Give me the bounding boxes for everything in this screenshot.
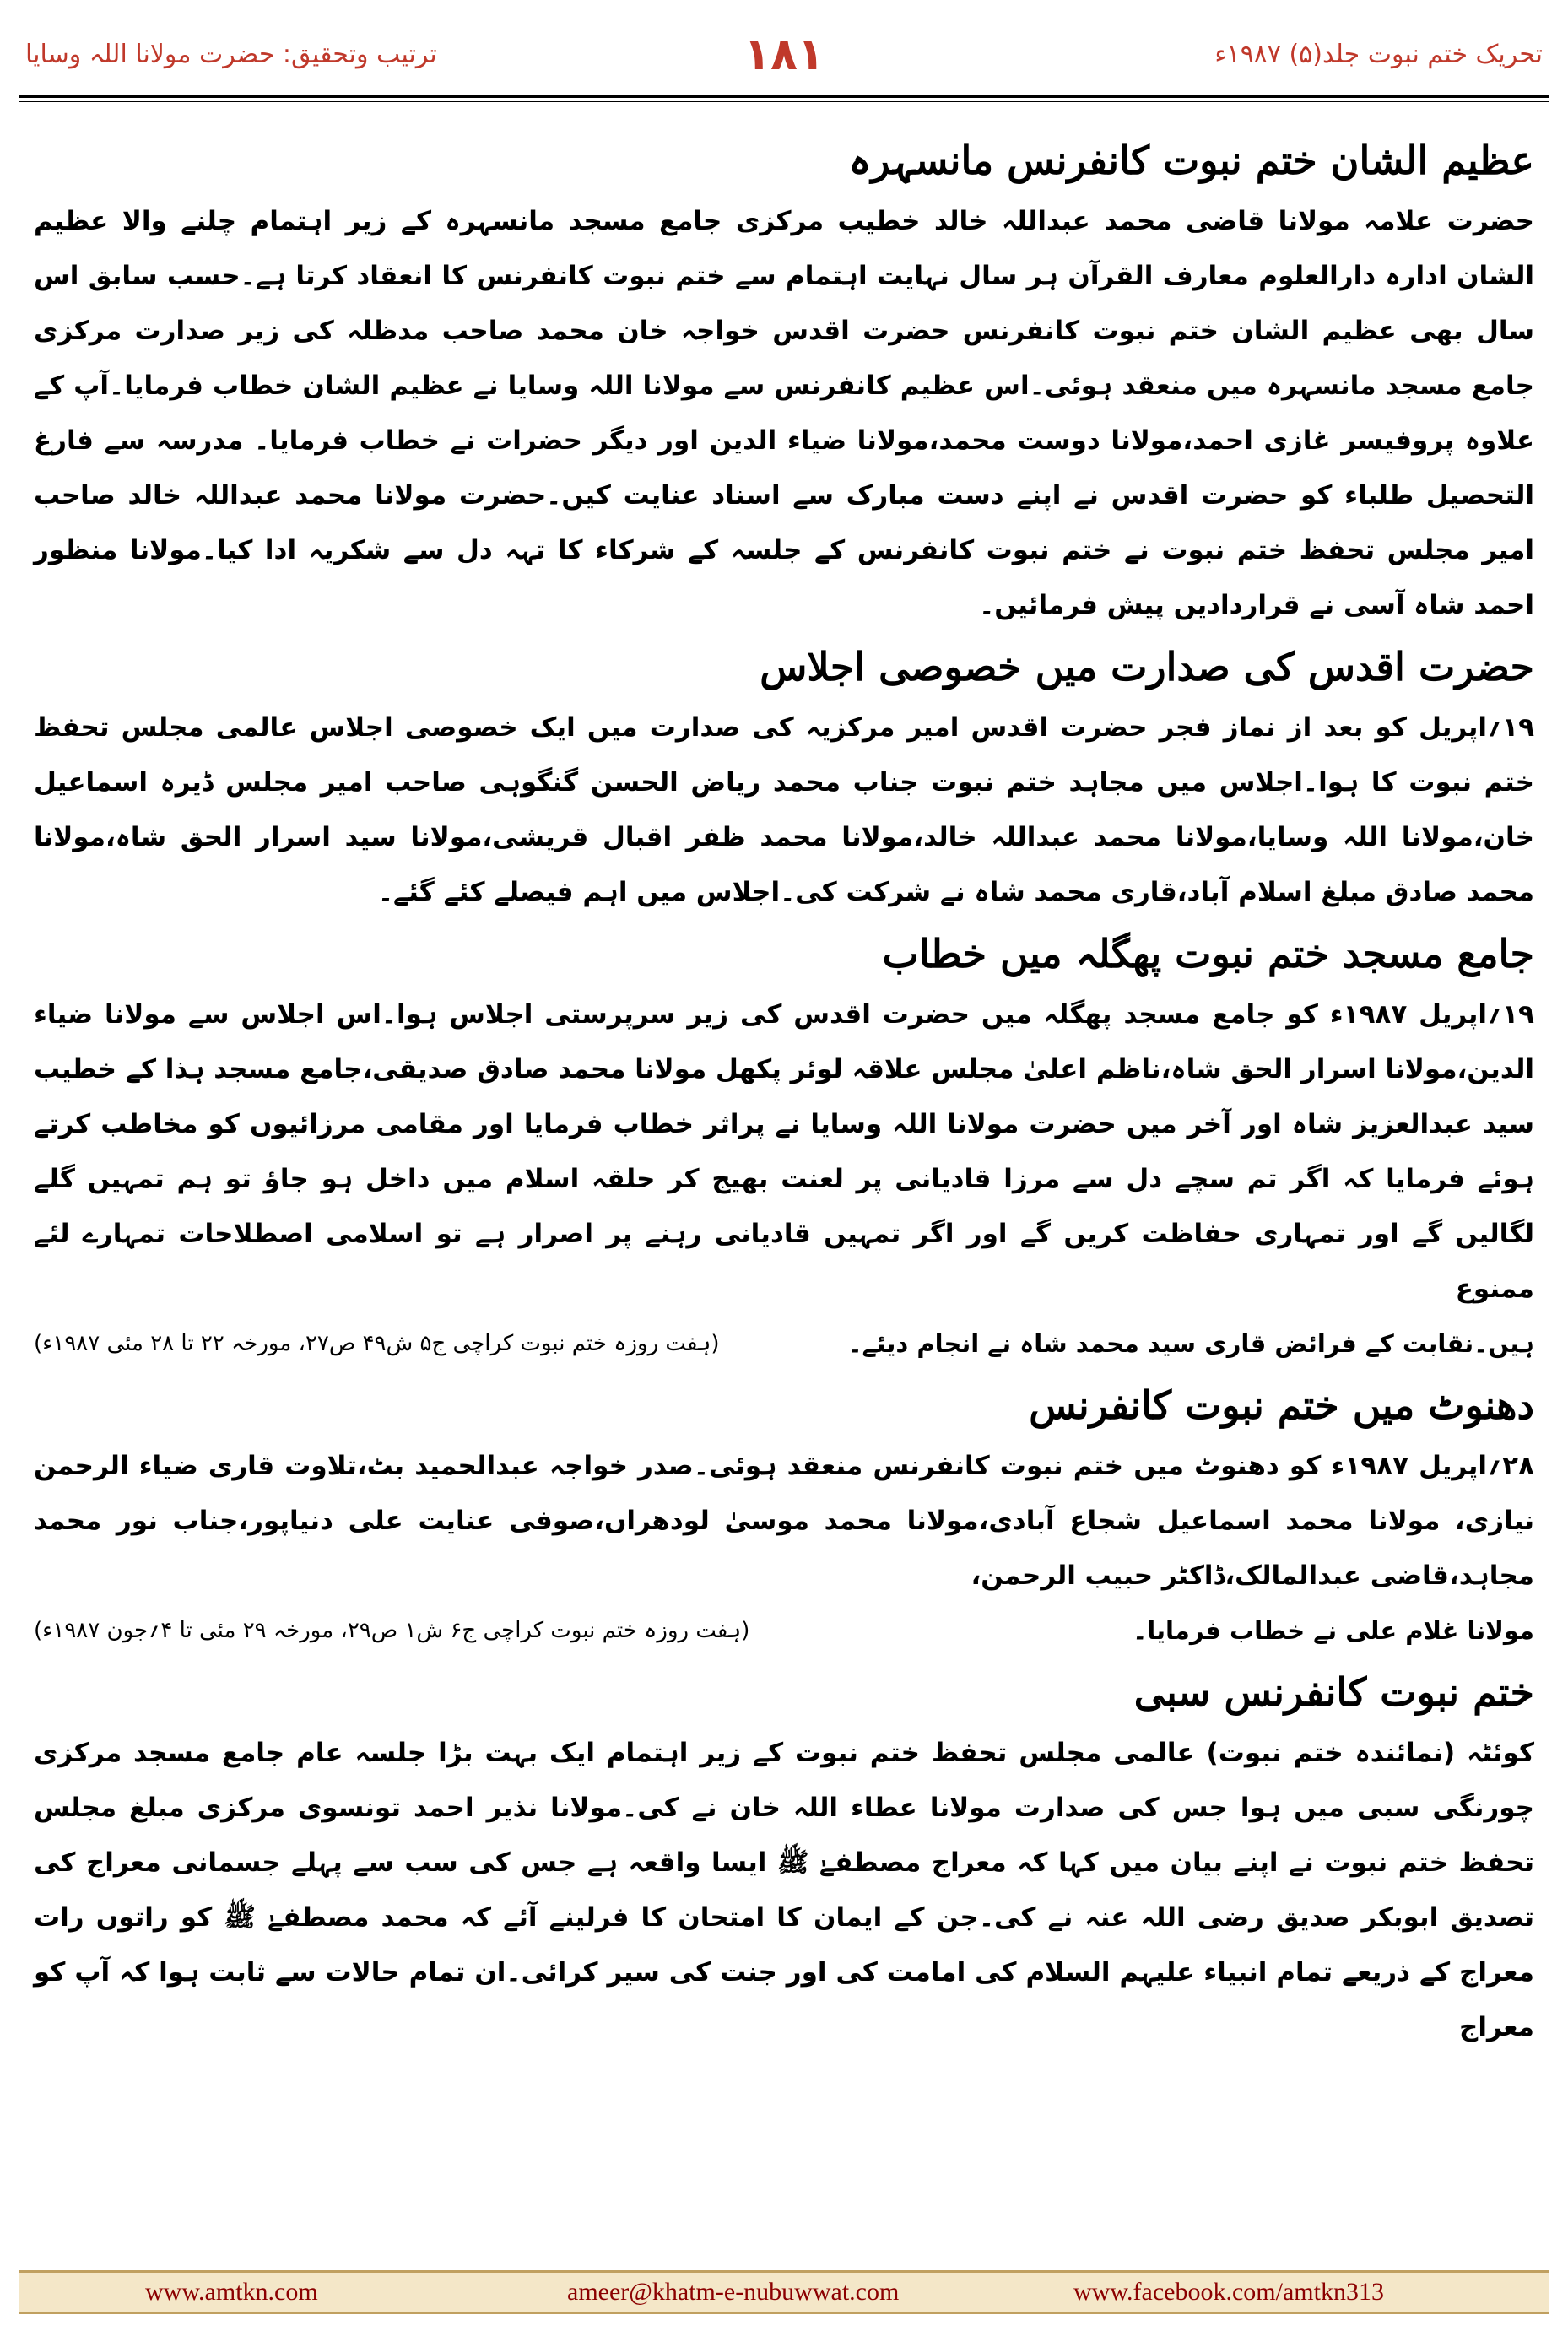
section-paragraph: ۲۸؍اپریل ۱۹۸۷ء کو دھنوٹ میں ختم نبوت کانفرنس منعقد ہوئی۔صدر خواجہ عبدالحمید بٹ،تلاوت قاری ضیاء الرحمن نیازی، مولانا محمد اسماعیل شجاع آبادی،مولانا محمد موسیٰ لودھراں،صوفی عنایت علی دنیاپور،جناب نور محمد مجاہد،قاضی عبدالمالک،ڈاکٹر حبیب الرحمن، <box>34 1451 1534 1591</box>
footer-email-link[interactable]: ameer@khatm-e-nubuwwat.com <box>567 2278 900 2306</box>
section-heading: جامع مسجد ختم نبوت پھگلہ میں خطاب <box>882 931 1534 976</box>
section-heading: دھنوٹ میں ختم نبوت کانفرنس <box>1029 1382 1534 1428</box>
footer-website-link[interactable]: www.amtkn.com <box>145 2278 318 2306</box>
section-dhanot <box>34 1371 1534 1658</box>
source-citation: (ہفت روزہ ختم نبوت کراچی ج۵ ش۴۹ ص۲۷، مورخہ ۲۲ تا ۲۸ مئی ۱۹۸۷ء) <box>34 1331 720 1356</box>
section-paragraph: حضرت علامہ مولانا قاضی محمد عبداللہ خالد خطیب مرکزی جامع مسجد مانسہرہ کے زیر اہتمام چلنے والا عظیم الشان ادارہ دارالعلوم معارف القرآن ہر سال نہایت اہتمام سے ختم نبوت کانفرنس کا انعقاد کرتا ہے۔حسب سابق اس سال بھی عظیم الشان ختم نبوت کانفرنس حضرت اقدس خواجہ خان محمد صاحب مدظلہ کی زیر صدارت مرکزی جامع مسجد مانسہرہ میں منعقد ہوئی۔اس عظیم کانفرنس سے مولانا اللہ وسایا نے عظیم الشان خطاب فرمایا۔آپ کے علاوہ پروفیسر غازی احمد،مولانا دوست محمد،مولانا ضیاء الدین اور دیگر حضرات نے خطاب فرمایا۔ مدرسہ سے فارغ التحصیل طلباء کو حضرت اقدس نے اپنے دست مبارک سے اسناد عنایت کیں۔حضرت مولانا محمد عبداللہ خالد صاحب امیر مجلس تحفظ ختم نبوت نے ختم نبوت کانفرنس کے جلسہ کے شرکاء کا تہہ دل سے شکریہ ادا کیا۔مولانا منظور احمد شاہ آسی نے قراردادیں پیش فرمائیں۔ <box>34 206 1534 620</box>
section-heading: حضرت اقدس کی صدارت میں خصوصی اجلاس <box>760 644 1534 690</box>
footer-facebook-link[interactable]: www.facebook.com/amtkn313 <box>1073 2278 1384 2306</box>
source-citation: (ہفت روزہ ختم نبوت کراچی ج۶ ش۱ ص۲۹، مورخہ ۲۹ مئی تا ۴؍جون ۱۹۸۷ء) <box>34 1618 750 1643</box>
page-number: ۱۸۱ <box>743 30 825 80</box>
header-compiler: ترتیب وتحقیق: حضرت مولانا اللہ وسایا <box>25 40 437 69</box>
closing-line: مولانا غلام علی نے خطاب فرمایا۔ <box>1133 1616 1534 1645</box>
section-mansehra <box>34 127 1534 633</box>
header-rule-thin <box>19 101 1549 102</box>
header-rule <box>19 95 1549 98</box>
section-paragraph: کوئٹہ (نمائندہ ختم نبوت) عالمی مجلس تحفظ ختم نبوت کے زیر اہتمام ایک بہت بڑا جلسہ عام جامع مسجد مرکزی چورنگی سبی میں ہوا جس کی صدارت مولانا عطاء اللہ خان نے کی۔مولانا نذیر احمد تونسوی مرکزی مبلغ مجلس تحفظ ختم نبوت نے اپنے بیان میں کہا کہ معراج مصطفےٰ ﷺ ایسا واقعہ ہے جس کی سب سے پہلے جسمانی معراج کی تصدیق ابوبکر صدیق رضی اللہ عنہ نے کی۔جن کے ایمان کا امتحان کا فرلینے آئے کہ محمد مصطفےٰ ﷺ کو راتوں رات معراج کے ذریعے تمام انبیاء علیہم السلام کی امامت کی اور جنت کی سیر کرائی۔ان تمام حالات سے ثابت ہوا کہ آپ کو معراج <box>34 1738 1534 2042</box>
source-row <box>34 1604 1534 1658</box>
section-heading: عظیم الشان ختم نبوت کانفرنس مانسہرہ <box>848 138 1534 183</box>
page-content <box>34 127 1534 2055</box>
section-heading: ختم نبوت کانفرنس سبی <box>1133 1669 1534 1715</box>
section-paragraph: ۱۹؍اپریل کو بعد از نماز فجر حضرت اقدس امیر مرکزیہ کی صدارت میں ایک خصوصی اجلاس عالمی مجلس تحفظ ختم نبوت کا ہوا۔اجلاس میں مجاہد ختم نبوت جناب محمد ریاض الحسن گنگوہی صاحب امیر مجلس ڈیرہ اسماعیل خان،مولانا اللہ وسایا،مولانا محمد عبداللہ خالد،مولانا محمد ظفر اقبال قریشی،مولانا سید اسرار الحق شاہ،مولانا محمد صادق مبلغ اسلام آباد،قاری محمد شاہ نے شرکت کی۔اجلاس میں اہم فیصلے کئے گئے۔ <box>34 712 1534 907</box>
section-special-meeting <box>34 633 1534 920</box>
closing-line: ہیں۔نقابت کے فرائض قاری سید محمد شاہ نے انجام دیئے۔ <box>847 1329 1534 1358</box>
footer-band <box>19 2270 1549 2314</box>
section-phagla <box>34 920 1534 1371</box>
section-sibi <box>34 1658 1534 2055</box>
source-row <box>34 1317 1534 1371</box>
header-book-title: تحریک ختم نبوت جلد(۵) ۱۹۸۷ء <box>1214 40 1543 69</box>
section-paragraph: ۱۹؍اپریل ۱۹۸۷ء کو جامع مسجد پھگلہ میں حضرت اقدس کی زیر سرپرستی اجلاس ہوا۔اس اجلاس سے مولانا ضیاء الدین،مولانا اسرار الحق شاہ،ناظم اعلیٰ مجلس علاقہ لوئر پکھل مولانا محمد صادق صدیقی،جامع مسجد ہذا کے خطیب سید عبدالعزیز شاہ اور آخر میں حضرت مولانا اللہ وسایا نے پراثر خطاب فرمایا اور مقامی مرزائیوں کو مخاطب کرتے ہوئے فرمایا کہ اگر تم سچے دل سے مرزا قادیانی پر لعنت بھیج کر حلقہ اسلام میں داخل ہو جاؤ تو ہم تمہیں گلے لگالیں گے اور تمہاری حفاظت کریں گے اور اگر تمہیں قادیانی رہنے پر اصرار ہے تو اسلامی اصطلاحات تمہارے لئے ممنوع <box>34 999 1534 1304</box>
